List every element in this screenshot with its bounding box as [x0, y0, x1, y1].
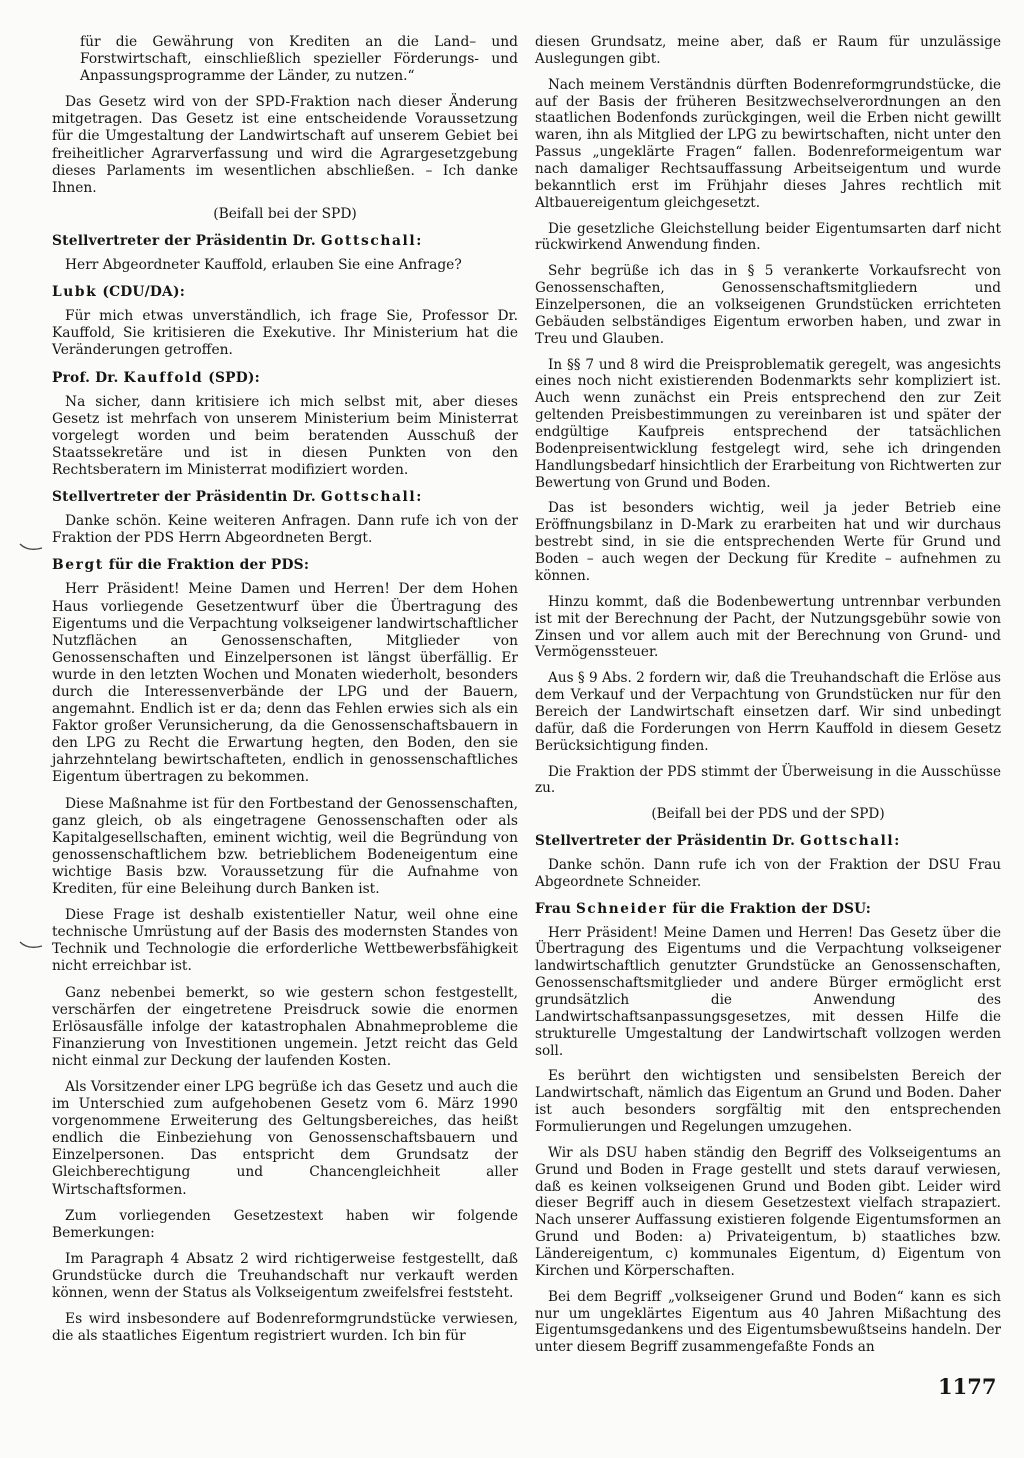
- paragraph: Das Gesetz wird von der SPD-Fraktion nach dieser Änderung mitgetragen. Das Gesetz ist eine entscheidende Voraussetzung für die Umgestaltung der Landwirtschaft auf unserem Gebiet bei freiheitlicher Agrarverfassung und wird die Agrargesetzgebung dieses Parlaments im wesentlichen abschließen. – Ich danke Ihnen.: [52, 94, 518, 196]
- right-column: [535, 34, 1001, 1365]
- speaker-role: (SPD):: [203, 369, 260, 386]
- paragraph: Danke schön. Keine weiteren Anfragen. Dann rufe ich von der Fraktion der PDS Herrn Abgeordneten Bergt.: [52, 513, 518, 547]
- page-number: 1177: [938, 1374, 997, 1399]
- paragraph: Das ist besonders wichtig, weil ja jeder Betrieb eine Eröffnungsbilanz in D-Mark zu erarbeiten hat und wir durchaus bestrebt sind, in sie die entsprechenden Werte für Grund und Boden – auch wegen der Deckung für Kredite – aufnehmen zu können.: [535, 500, 1001, 584]
- speaker-role: :: [416, 232, 422, 249]
- paragraph: In §§ 7 und 8 wird die Preisproblematik geregelt, was angesichts eines noch nicht existierenden Bodenmarkts sehr kompliziert ist. Auch wenn zunächst ein Preis entsprechend den zur Zeit geltenden Preisbestimmungen zu vereinbaren ist und später der endgültige Kaufpreis entsprechend der tatsächlichen Bodenpreisentwicklung festgelegt wird, sehe ich dringenden Handlungsbedarf hinsichtlich der Erarbeitung von Richtwerten zur Bewertung von Grund und Boden.: [535, 356, 1001, 491]
- speaker-name: Gottschall: [800, 833, 895, 850]
- paragraph: Aus § 9 Abs. 2 fordern wir, daß die Treuhandschaft die Erlöse aus dem Verkauf und der Verpachtung von Grundstücken nur für den Bereich der Landwirtschaft einsetzen darf. Wir sind unbedingt dafür, daß die Forderungen von Herrn Kauffold in diesem Gesetz Berücksichtigung finden.: [535, 670, 1001, 754]
- paragraph: Bei dem Begriff „volkseigener Grund und Boden“ kann es sich nur um ungeklärtes Eigentum aus 40 Jahren Mißachtung des Eigentumsgedankens und des Eigentumsbewußtseins handeln. Der unter diesem Begriff zusammengefaßte Fonds an: [535, 1288, 1001, 1356]
- paragraph: Als Vorsitzender einer LPG begrüße ich das Gesetz und auch die im Unterschied zum aufgehobenen Gesetz vom 6. März 1990 vorgenommene Erweiterung des Geltungsbereiches, das heißt endlich die Einbeziehung von Genossenschaftsbauern und Einzelpersonen. Das entspricht dem Grundsatz der Gleichberechtigung und Chancengleichheit aller Wirtschaftsformen.: [52, 1078, 518, 1198]
- speaker-role: für die Fraktion der DSU:: [667, 900, 871, 917]
- paragraph: Sehr begrüße ich das in § 5 verankerte Vorkaufsrecht von Genossenschaften, Genossenschaftsmitgliedern und Einzelpersonen, die an volkseigenen Grundstücken errichteten Gebäuden selbständiges Eigentum erworben haben, und zwar in Treu und Glauben.: [535, 263, 1001, 347]
- speaker-heading: [52, 489, 518, 506]
- paragraph: Herr Präsident! Meine Damen und Herren! Der dem Hohen Haus vorliegende Gesetzentwurf über die Übertragung des Eigentums und die Verpachtung volkseigener landwirtschaftlicher Nutzflächen an Genossenschaften, Mitglieder von Genossenschaften und Einzelpersonen ist längst überfällig. Er wurde in den letzten Wochen und Monaten wiederholt, besonders durch die Interessenverbände der LPG und der Bauern, angemahnt. Endlich ist er da; denn das Fehlen erwies sich als ein Faktor großer Verunsicherung, da die Genossenschaftsbauern in den LPG zu Recht die Erwartung hegten, den Boden, den sie jahrzehntelang bewirtschafteten, endlich in genossenschaftliches Eigentum übertragen zu bekommen.: [52, 581, 518, 786]
- quoted-text: für die Gewährung von Krediten an die Land– und Forstwirtschaft, einschließlich spezieller Förderungs- und Anpassungsprogramme der Länder, zu nutzen.“: [80, 34, 518, 85]
- speaker-role: Prof. Dr.: [52, 369, 124, 386]
- speaker-name: Lubk: [52, 284, 98, 301]
- speaker-heading: [52, 233, 518, 250]
- speaker-role: für die Fraktion der PDS:: [103, 557, 310, 574]
- speaker-heading: [535, 833, 1001, 850]
- paragraph: Wir als DSU haben ständig den Begriff des Volkseigentums an Grund und Boden in Frage gestellt und stets darauf verwiesen, daß es keinen volkseigenen Grund und Boden gibt. Leider wird dieser Begriff auch in diesem Gesetzestext vielfach strapaziert. Nach unserer Auffassung existieren folgende Eigentumsformen an Grund und Boden: a) Privateigentum, b) staatliches bzw. Ländereigentum, c) kommunales Eigentum, d) Eigentum von Kirchen und Körperschaften.: [535, 1144, 1001, 1279]
- paragraph: Diese Frage ist deshalb existentieller Natur, weil ohne eine technische Umrüstung auf der Basis des modernsten Standes von Technik und Technologie die erforderliche Wettbewerbsfähigkeit nicht erreichbar ist.: [52, 907, 518, 975]
- speaker-role: :: [894, 833, 900, 850]
- paragraph: Ganz nebenbei bemerkt, so wie gestern schon festgestellt, verschärfen der eingetretene Preisdruck sowie die enormen Erlösausfälle infolge der katastrophalen Abnahmeprobleme die Finanzierung von Investitionen ungemein. Jetzt reicht das Geld nicht einmal zur Deckung der laufenden Kosten.: [52, 984, 518, 1069]
- paragraph: Na sicher, dann kritisiere ich mich selbst mit, aber dieses Gesetz ist mehrfach von unserem Ministerium beim Ministerrat vorgelegt worden und beim beratenden Ausschuß der Staatssekretäre und ist in diesen Punkten von den Rechtsberatern im Ministerrat modifiziert worden.: [52, 393, 518, 478]
- paragraph: Herr Abgeordneter Kauffold, erlauben Sie eine Anfrage?: [65, 257, 462, 274]
- speaker-role: Frau: [535, 900, 576, 917]
- paragraph: Die Fraktion der PDS stimmt der Überweisung in die Ausschüsse zu.: [535, 763, 1001, 797]
- margin-pencil-mark: [18, 540, 44, 554]
- applause-note: (Beifall bei der PDS und der SPD): [651, 806, 885, 823]
- left-column: [52, 34, 518, 1354]
- paragraph: Hinzu kommt, daß die Bodenbewertung untrennbar verbunden ist mit der Berechnung der Pacht, der Nutzungsgebühr sowie von Zinsen und vor allem auch mit der Berechnung von Grund- und Vermögenssteuer.: [535, 593, 1001, 661]
- speaker-role: Stellvertreter der Präsidentin Dr.: [535, 833, 801, 850]
- speaker-name: Schneider: [576, 900, 668, 917]
- paragraph: Im Paragraph 4 Absatz 2 wird richtigerweise festgestellt, daß Grundstücke durch die Treuhandschaft nur verkauft werden können, wenn der Status als Volkseigentum zweifelsfrei feststeht.: [52, 1250, 518, 1301]
- speaker-role: Stellvertreter der Präsidentin Dr.: [52, 489, 321, 506]
- paragraph: Die gesetzliche Gleichstellung beider Eigentumsarten darf nicht rückwirkend Anwendung finden.: [535, 220, 1001, 254]
- speaker-role: :: [416, 489, 422, 506]
- paragraph: Es berührt den wichtigsten und sensibelsten Bereich der Landwirtschaft, nämlich das Eigentum an Grund und Boden. Daher ist auch besonders sorgfältig mit den entsprechenden Formulierungen und Regelungen umzugehen.: [535, 1068, 1001, 1135]
- paragraph: Es wird insbesondere auf Bodenreformgrundstücke verwiesen, die als staatliches Eigentum registriert wurden. Ich bin für: [52, 1311, 518, 1345]
- speaker-role: (CDU/DA):: [97, 284, 185, 301]
- speaker-heading: [52, 557, 518, 574]
- paragraph: Herr Präsident! Meine Damen und Herren! Das Gesetz über die Übertragung des Eigentums und die Verpachtung volkseigener landwirtschaftlich genutzter Grundstücke an Genossenschaften, Genossenschaftsmitglieder und andere Bürger ermöglicht erst grundsätzlich die Anwendung des Landwirtschaftsanpassungsgesetzes, mit dessen Hilfe die strukturelle Umgestaltung der Landwirtschaft vollzogen werden soll.: [535, 924, 1001, 1059]
- paragraph: Zum vorliegenden Gesetzestext haben wir folgende Bemerkungen:: [52, 1207, 518, 1241]
- paragraph: Für mich etwas unverständlich, ich frage Sie, Professor Dr. Kauffold, Sie kritisieren die Exekutive. Ihr Ministerium hat die Veränderungen getroffen.: [52, 308, 518, 359]
- speaker-name: Gottschall: [320, 489, 417, 506]
- applause-note: (Beifall bei der SPD): [213, 205, 357, 222]
- paragraph: diesen Grundsatz, meine aber, daß er Raum für unzulässige Auslegungen gibt.: [535, 34, 1001, 67]
- speaker-name: Kauffold: [123, 369, 204, 386]
- paragraph: Nach meinem Verständnis dürften Bodenreformgrundstücke, die auf der Basis der früheren Besitzwechselverordnungen an den staatlichen Bodenfonds zurückgingen, weil die Erben nicht gewillt waren, ihn als Mitglied der LPG zu bewirtschaften, nicht unter den Passus „ungeklärte Fragen“ fallen. Bodenreformeigentum war nach damaliger Rechtsauffassung Arbeitseigentum und wurde bekanntlich erst im Frühjahr dieses Jahres rechtlich mit Altbauereigentum gleichgesetzt.: [535, 76, 1001, 211]
- speaker-heading: [52, 370, 518, 387]
- speaker-name: Bergt: [52, 557, 104, 574]
- paragraph: Diese Maßnahme ist für den Fortbestand der Genossenschaften, ganz gleich, ob als eingetragene Genossenschaften oder als Kapitalgesellschaften, eminent wichtig, weil die Begründung von genossenschaftlichem bzw. betrieblichem Bodeneigentum eine wichtige Basis bzw. Voraussetzung für die Aufnahme von Krediten, für eine Beleihung durch Banken ist.: [52, 795, 518, 898]
- speaker-name: Gottschall: [320, 232, 417, 249]
- paragraph: Danke schön. Dann rufe ich von der Fraktion der DSU Frau Abgeordnete Schneider.: [535, 856, 1001, 890]
- margin-pencil-mark: [18, 938, 44, 952]
- speaker-heading: [52, 284, 518, 301]
- speaker-role: Stellvertreter der Präsidentin Dr.: [52, 232, 321, 249]
- speaker-heading: [535, 901, 1001, 918]
